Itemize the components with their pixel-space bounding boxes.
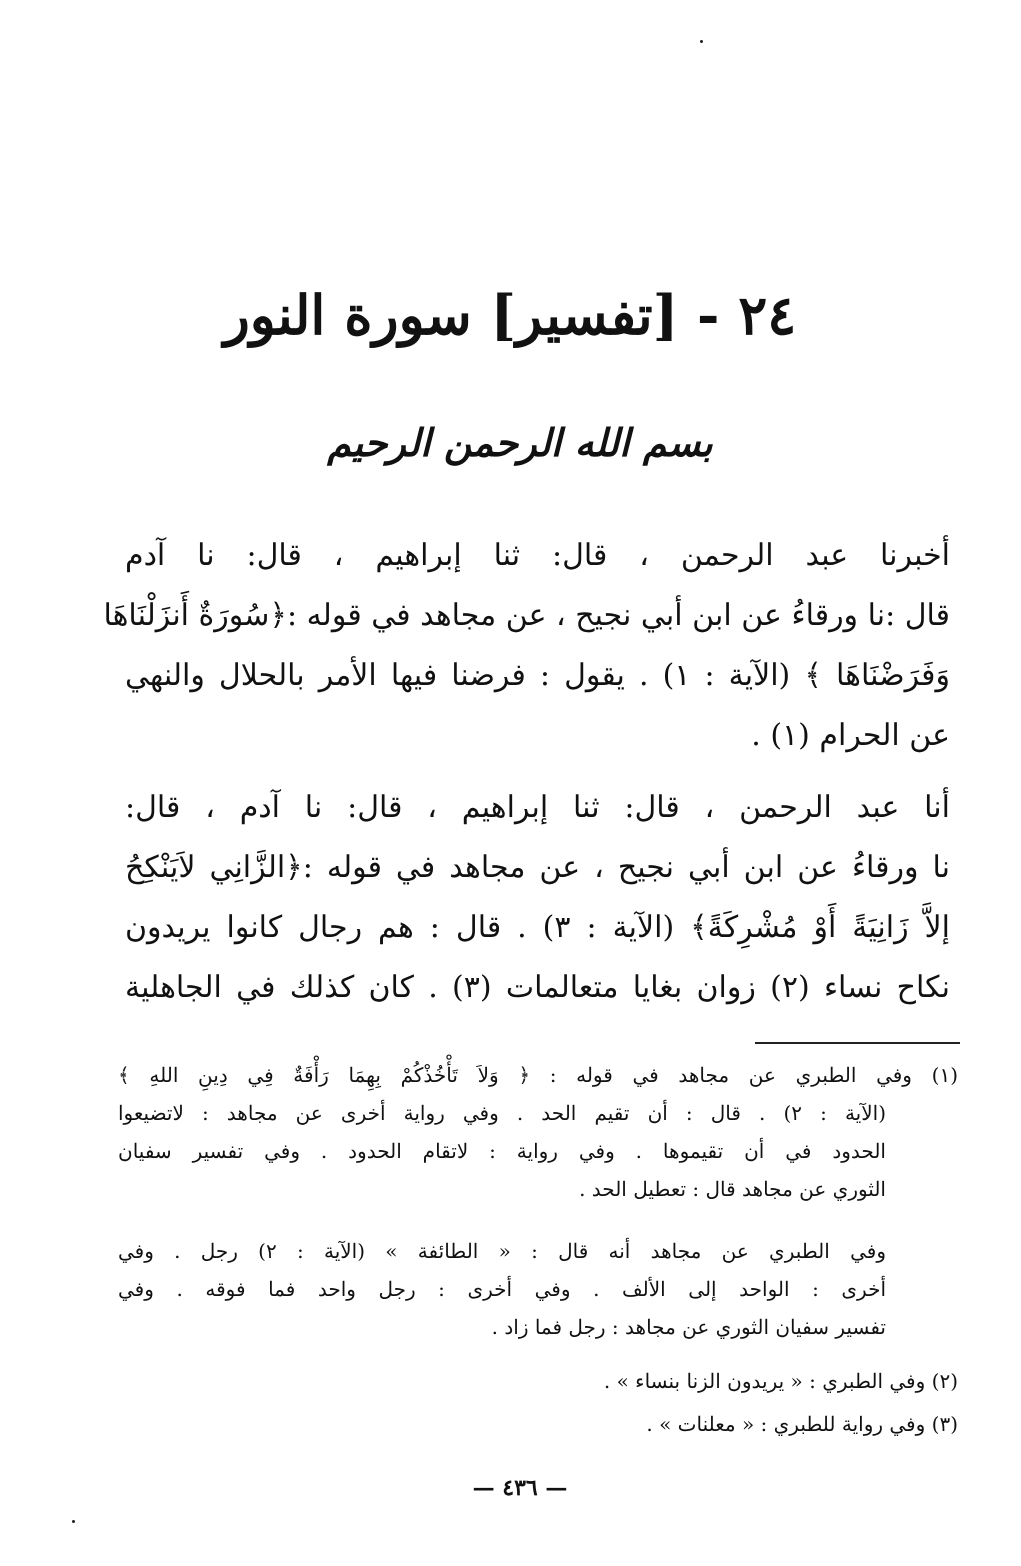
- paragraph-line: إلاَّ زَانِيَةً أَوْ مُشْرِكَةً﴾ (الآية : ٣) . قال : هم رجال كانوا يريدون: [125, 910, 951, 945]
- paragraph-line: أنا عبد الرحمن ، قال: ثنا إبراهيم ، قال: نا آدم ، قال:: [125, 790, 950, 825]
- paragraph-line: وَفَرَضْنَاهَا ﴾ (الآية : ١) . يقول : فرضنا فيها الأمر بالحلال والنهي: [125, 658, 950, 693]
- body-paragraph-1: [103, 526, 950, 766]
- footnote-divider: [755, 1042, 960, 1044]
- footnote-line: وفي الطبري عن مجاهد أنه قال : « الطائفة » (الآية : ٢) رجل . وفي: [118, 1239, 886, 1263]
- footnote-line: (٢) وفي الطبري : « يريدون الزنا بنساء » .: [603, 1369, 958, 1393]
- basmala-calligraphy: بسم الله الرحمن الرحيم: [327, 420, 713, 465]
- footnote-line: (الآية : ٢) . قال : أن تقيم الحد . وفي رواية أخرى عن مجاهد : لاتضيعوا: [118, 1101, 886, 1125]
- footnote-line: تفسير سفيان الثوري عن مجاهد : رجل فما زاد .: [491, 1315, 886, 1339]
- footnote-1: [118, 1056, 958, 1208]
- scan-speck: [72, 1520, 75, 1523]
- scan-speck: [700, 40, 703, 43]
- footnote-line: الثوري عن مجاهد قال : تعطيل الحد .: [579, 1177, 886, 1201]
- page-number: — ٤٣٦ —: [472, 1475, 568, 1501]
- footnote-line: الحدود في أن تقيموها . وفي رواية : لاتقام الحدود . وفي تفسير سفيان: [118, 1139, 886, 1163]
- paragraph-line: نكاح نساء (٢) زوان بغايا متعالمات (٣) . كان كذلك في الجاهلية: [125, 970, 951, 1005]
- footnote-line: (١) وفي الطبري عن مجاهد في قوله : ﴿ وَلاَ تَأْخُذْكُمْ بِهِمَا رَأْفَةٌ فِي دِينِ اللهِ ﴾: [118, 1063, 958, 1087]
- footnote-3: [118, 1405, 958, 1443]
- footnote-line: أخرى : الواحد إلى الألف . وفي أخرى : رجل واحد فما فوقه . وفي: [118, 1277, 886, 1301]
- paragraph-line: عن الحرام (١) .: [751, 718, 950, 753]
- footnote-2: [118, 1362, 958, 1400]
- chapter-title: ٢٤ - [تفسير] سورة النور: [223, 283, 797, 347]
- body-paragraph-2: [125, 778, 950, 1018]
- paragraph-line: أخبرنا عبد الرحمن ، قال: ثنا إبراهيم ، قال: نا آدم: [125, 538, 950, 573]
- footnote-line: (٣) وفي رواية للطبري : « معلنات » .: [646, 1412, 958, 1436]
- paragraph-line: نا ورقاءُ عن ابن أبي نجيح ، عن مجاهد في قوله :﴿الزَّانِي لاَيَنْكِحُ: [125, 850, 950, 885]
- paragraph-line: قال :نا ورقاءُ عن ابن أبي نجيح ، عن مجاهد في قوله :﴿سُورَةٌ أَنزَلْنَاهَا: [103, 598, 950, 633]
- footnote-1-continued: [118, 1232, 958, 1346]
